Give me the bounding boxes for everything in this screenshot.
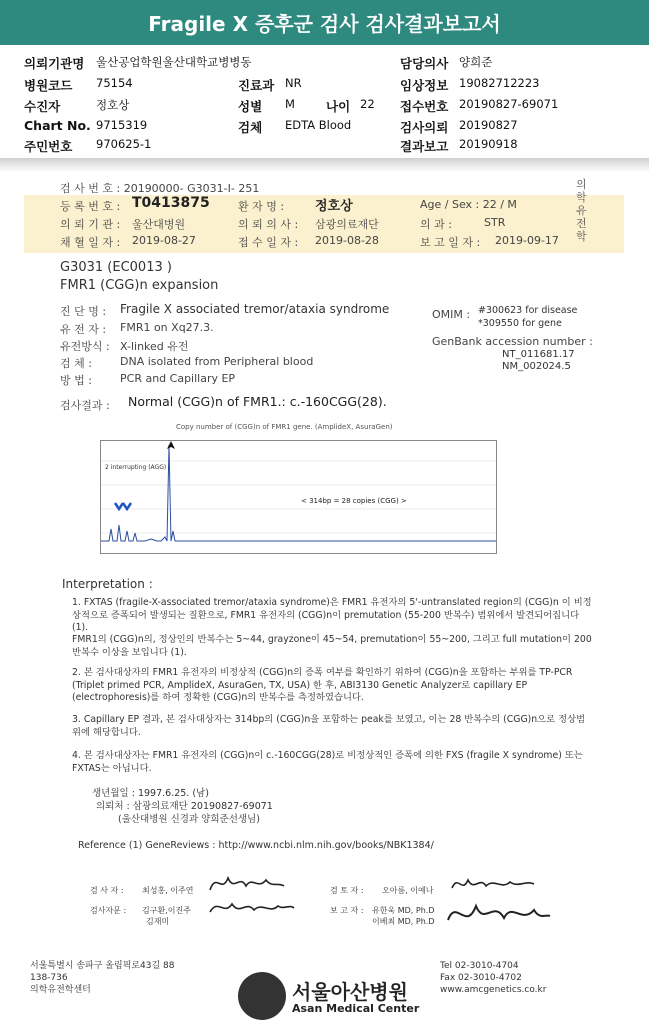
hospital-logo-icon [238,972,286,1020]
tester-label: 검 사 자 : [90,886,124,895]
reviewer-label: 검 토 자 : [330,886,364,895]
header-value: 22 [360,97,375,111]
header-value: M [285,97,295,111]
client-detail: (울산대병원 신경과 양희준선생님) [118,814,260,825]
reporter: 유한욱 MD, Ph.D [372,906,435,915]
birth-date: 생년월일 : 1997.6.25. (남) [92,788,209,799]
specimen-label: 검 체 : [60,357,92,370]
inheritance: X-linked 유전 [120,340,189,353]
header-label: 검사의뢰 [400,120,449,135]
omim-label: OMIM : [432,308,471,321]
grid [101,461,496,533]
reporter-signature [442,890,552,940]
reviewer: 오아름, 이예나 [382,886,434,895]
diagnosis: Fragile X associated tremor/ataxia syndrome [120,302,390,316]
result-label: 검사결과 : [60,399,110,412]
report-title: Fragile X 증후군 검사 검사결과보고서 [148,12,501,36]
website: www.amcgenetics.co.kr [440,985,547,995]
client: 의뢰처 : 삼광의료재단 20190827-69071 [96,801,273,812]
exam-number: 검 사 번 호 : 20190000- G3031-I- 251 [60,182,260,195]
tel: Tel 02-3010-4704 [440,961,519,971]
genbank-nt: NT_011681.17 [502,349,575,360]
contact-block [440,960,546,996]
department-mark: 의학유전학 [576,178,587,243]
hospital-name-en: Asan Medical Center [292,1002,420,1015]
scanned-report [0,172,649,1030]
collect-date: 2019-08-27 [132,234,196,247]
reference: Reference (1) GeneReviews : http://www.ncbi.nlm.nih.gov/books/NBK1384/ [78,840,434,851]
header-label: 접수번호 [400,99,449,114]
omim-disease: #300623 for disease [478,305,578,316]
report-date: 2019-09-17 [495,234,559,247]
specimen: DNA isolated from Peripheral blood [120,355,314,368]
header-value: 양희준 [459,55,493,69]
peak-arrow-icon [167,441,175,449]
report-title-bar [0,0,649,45]
header-value: 75154 [96,76,133,90]
patient-name: 정호상 [315,199,353,214]
reporter-2: 이베최 MD, Ph.D [372,917,435,926]
header-label: 주민번호 [24,139,73,154]
hospital-name: 서울아산병원 [292,980,408,1004]
header-value: 20190827 [459,118,518,132]
header-label: 결과보고 [400,139,449,154]
interpretation-title: Interpretation : [62,577,153,591]
inst-label: 의 뢰 기 관 : [60,218,121,231]
omim-gene: *309550 for gene [478,318,562,329]
interpretation-4: 4. 본 검사대상자는 FMR1 유전자의 (CGG)n이 c.-160CGG(28)로 비정상적인 증폭에 의한 FXS (fragile X syndrome) 또는 FXTAS는 아닙니다. [72,750,583,774]
chart-annotation: < 314bp = 28 copies (CGG) > [301,497,407,505]
header-label: 검체 [238,120,263,135]
inst-value: 울산대병원 [132,218,186,231]
postal-code: 138-736 [30,973,68,983]
gene-label: 유 전 자 : [60,323,107,336]
report-label: 보 고 일 자 : [420,236,481,249]
header-label: 담당의사 [400,56,449,71]
advisor-signature [206,894,296,920]
header-value: 9715319 [96,118,148,132]
doctor-label: 의 뢰 의 사 : [238,218,299,231]
interruption-arrow-icon [115,503,131,509]
advisor: 김구환,이진주 [142,906,191,915]
header-value: NR [285,76,302,90]
header-label: 임상정보 [400,78,449,93]
electropherogram [101,441,496,553]
header-label: 병원코드 [24,78,73,93]
header-value: 19082712223 [459,76,540,90]
header-value: 970625-1 [96,137,152,151]
header-label: 수진자 [24,99,61,114]
doctor-value: 삼광의료재단 [315,218,379,231]
gene: FMR1 on Xq27.3. [120,321,214,334]
header-label: 진료과 [238,78,275,93]
header-label: 성별 [238,99,263,114]
header-row [0,137,649,155]
inherit-label: 유전방식 : [60,340,110,353]
header-divider [0,158,649,172]
request-header [0,48,649,158]
dept-value: STR [484,216,506,229]
address-block [30,960,175,996]
capillary-ep-chart [100,440,497,554]
chart-legend: 2 interrupting (AGG) [105,464,167,471]
genbank-label: GenBank accession number : [432,335,593,348]
test-code: G3031 (EC0013 ) [60,260,172,275]
interpretation-1b: FMR1의 (CGG)n의, 정상인의 반복수는 5~44, grayzone이 45~54, premutation이 55~200, 그리고 full mutation이 200반복수 이상을 보입니다 (1). [72,634,592,658]
header-row [0,118,649,136]
header-row [0,54,649,72]
fax: Fax 02-3010-4702 [440,973,522,983]
header-row [0,76,649,94]
age-sex: Age / Sex : 22 / M [420,198,517,211]
reg-number: T0413875 [132,195,210,211]
receive-label: 접 수 일 자 : [238,236,299,249]
method: PCR and Capillary EP [120,372,236,385]
receive-date: 2019-08-28 [315,234,379,247]
interpretation-3: 3. Capillary EP 결과, 본 검사대상자는 314bp의 (CGG)n을 포함하는 peak를 보였고, 이는 28 반복수의 (CGG)n으로 정상범위에 해당합니다. [72,714,586,738]
advisor-label: 검사자문 : [90,906,127,915]
header-label: Chart No. [24,118,91,133]
tester: 최성홍, 이주연 [142,886,194,895]
result: Normal (CGG)n of FMR1.: c.-160CGG(28). [128,394,387,409]
trace-line [101,445,496,541]
reporter-label: 보 고 자 : [330,906,364,915]
method-label: 방 법 : [60,374,92,387]
header-value: 20190918 [459,137,518,151]
test-name: FMR1 (CGG)n expansion [60,278,219,293]
header-value: 20190827-69071 [459,97,559,111]
patient-label: 환 자 명 : [238,200,285,213]
collect-label: 채 혈 일 자 : [60,236,121,249]
header-row [0,97,649,115]
header-label: 의뢰기관명 [24,56,85,71]
chart-caption: Copy number of (CGG)n of FMR1 gene. (AmplideX, AsuraGen) [176,423,393,431]
dept-label: 의 과 : [420,218,452,231]
header-label: 나이 [326,99,351,114]
reg-label: 등 록 번 호 : [60,200,121,213]
advisor-2: 김재미 [146,917,170,926]
interpretation-1: 1. FXTAS (fragile-X-associated tremor/ataxia syndrome)은 FMR1 유전자의 5'-untranslated region의 (CGG)n 이 비정상적으로 증폭되어 발생되는 질환으로, FMR1 유전자의 (CGG)n이 premutation (55-200 반복수) 범위에서 발견되어집니다 (1). [72,597,592,633]
diag-label: 진 단 명 : [60,305,107,318]
genbank-nm: NM_002024.5 [502,361,571,372]
header-value: 정호상 [96,98,130,112]
center-name: 의학유전학센터 [30,985,91,995]
header-value: 울산공업학원울산대학교병병동 [96,55,252,69]
interpretation-2: 2. 본 검사대상자의 FMR1 유전자의 비정상적 (CGG)n의 증폭 여부를 확인하기 위하여 (CGG)n을 포함하는 부위를 TP-PCR (Triplet primed PCR, AmplideX, AsuraGen, TX, USA) 한 후, ABI3130 Genetic Analyzer로 capillary EP (electrophoresis)를 하여 정확한 (CGG)n의 반복수를 측정하였습니다. [72,667,573,703]
header-value: EDTA Blood [285,118,352,132]
address-line: 서울특별시 송파구 올림픽로43길 88 [30,961,175,971]
